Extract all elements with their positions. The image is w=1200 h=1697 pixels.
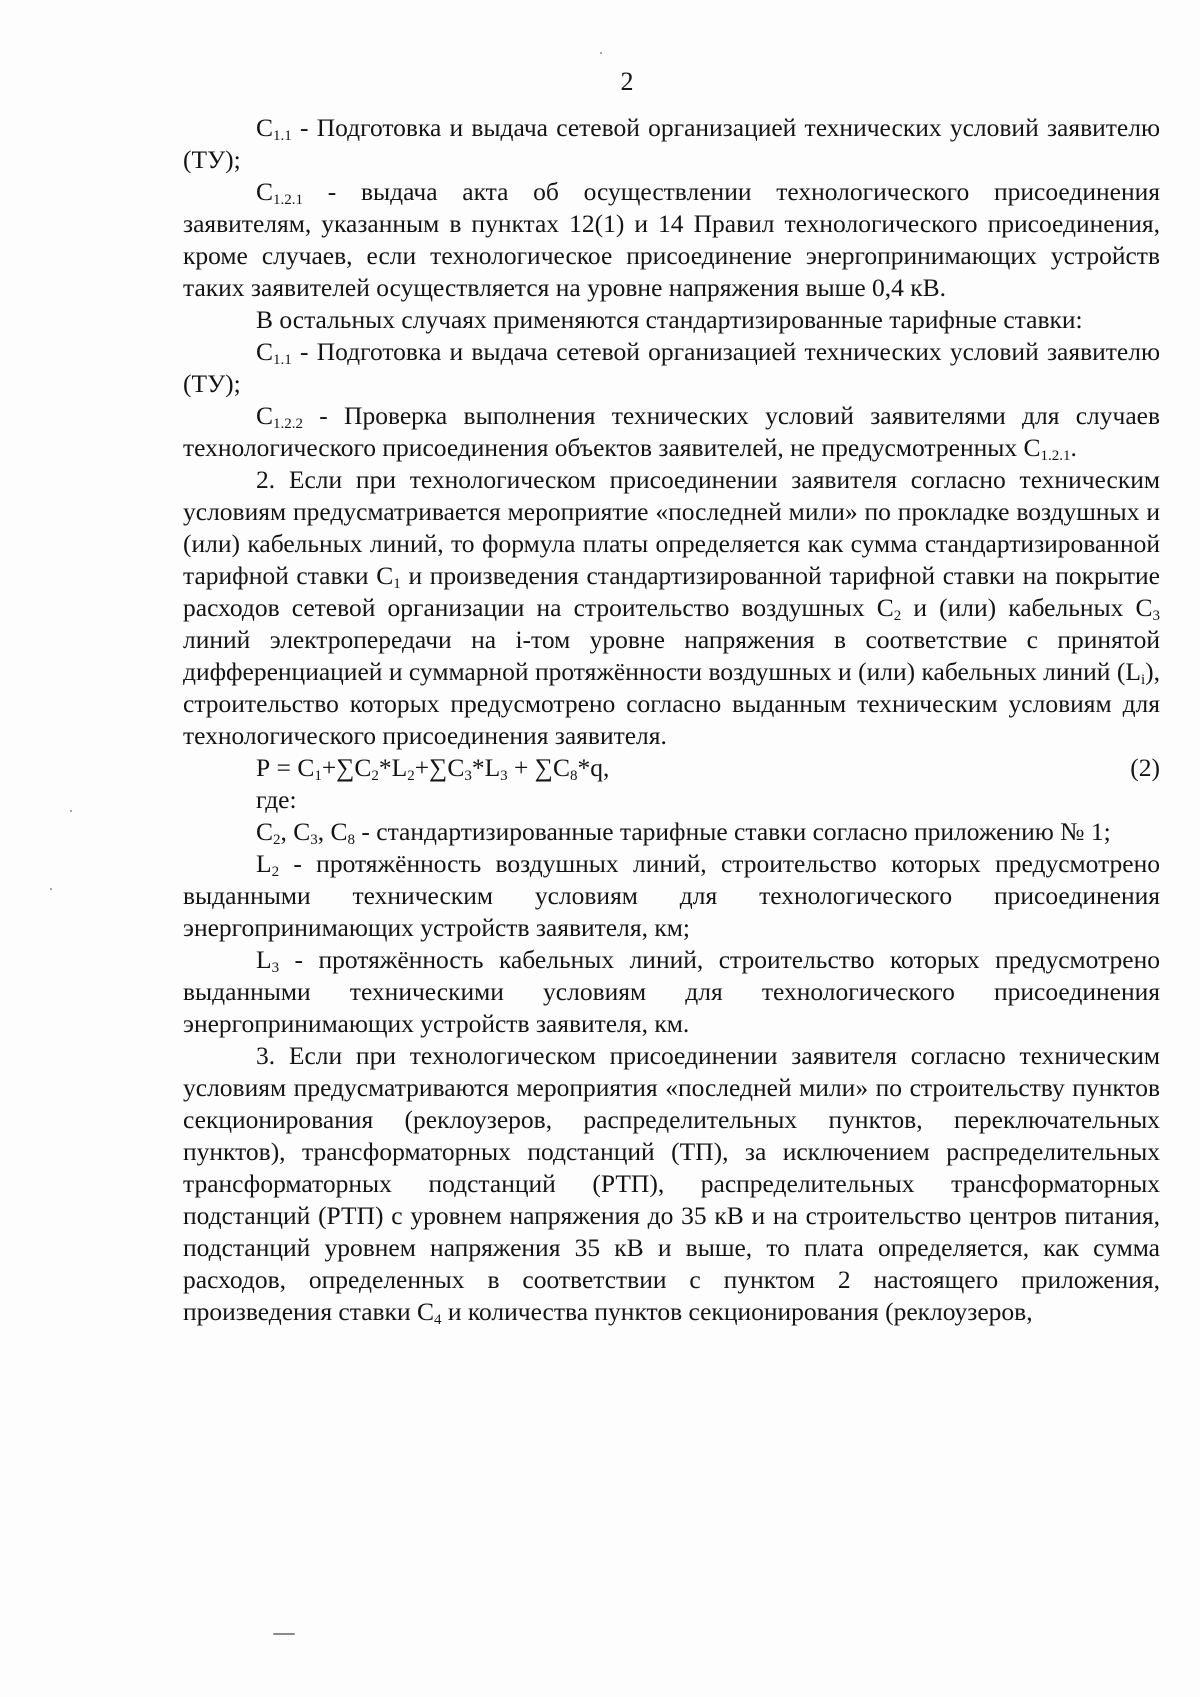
paragraph-l3-definition: $L_3$ - протяжённость кабельных линий, строительство которых предусмотрено выданными техническими условиям для технологического присоединения энергопринимающих устройств заявителя, км.	[183, 945, 1160, 1038]
formula-expression: $Р = С_1+\sum С_2*L_2+\sum С_3*L_3 + \sum С_8*q$,	[256, 753, 610, 784]
paragraph-c1-1-repeat: $С_{1.1}$ - Подготовка и выдача сетевой организацией технических условий заявителю (ТУ);	[183, 337, 1160, 398]
paragraph-c1-1: $С_{1.1}$ - Подготовка и выдача сетевой организацией технических условий заявителю (ТУ);	[183, 113, 1160, 174]
paragraph-item-3: 3. Если при технологическом присоединении заявителя согласно техническим условиям предусматриваются мероприятия «последней мили» по строительству пунктов секционирования (реклоузеров, распределительных пунктов, переключательных пунктов), трансформаторных подстанций (ТП), за исключением распределительных трансформаторных подстанций (РТП), распределительных трансформаторных подстанций (РТП) с уровнем напряжения до 35 кВ и на строительство центров питания, подстанций уровнем напряжения 35 кВ и выше, то плата определяется, как сумма расходов, определенных в соответствии с пунктом 2 настоящего приложения, произведения ставки $С_4$ и количества пунктов секционирования (реклоузеров,	[183, 1041, 1160, 1328]
paragraph-other-cases: В остальных случаях применяются стандартизированные тарифные ставки:	[256, 305, 1083, 334]
scan-speck	[70, 810, 72, 812]
paragraph-l2-definition: $L_2$ - протяжённость воздушных линий, строительство которых предусмотрено выданными техническим условиям для технологического присоединения энергопринимающих устройств заявителя, км;	[183, 849, 1160, 942]
formula-number: (2)	[1130, 753, 1160, 782]
paragraph-c1-2-1: $С_{1.2.1}$ - выдача акта об осуществлении технологического присоединения заявителям, указанным в пунктах 12(1) и 14 Правил технологического присоединения, кроме случаев, если технологическое присоединение энергопринимающих устройств таких заявителей осуществляется на уровне напряжения выше 0,4 кВ.	[183, 177, 1160, 302]
document-body	[183, 112, 1160, 1328]
paragraph-item-2: 2. Если при технологическом присоединении заявителя согласно техническим условиям предусматривается мероприятие «последней мили» по прокладке воздушных и (или) кабельных линий, то формула платы определяется как сумма стандартизированной тарифной ставки $С_1$ и произведения стандартизированной тарифной ставки на покрытие расходов сетевой организации на строительство воздушных $С_2$ и (или) кабельных $С_3$ линий электропередачи на i-том уровне напряжения в соответствие с принятой дифференциацией и суммарной протяжённости воздушных и (или) кабельных линий $(L_i)$, строительство которых предусмотрено согласно выданным техническим условиям для технологического присоединения заявителя.	[183, 465, 1161, 750]
formula-2	[183, 752, 1160, 784]
page-number: 2	[620, 67, 634, 96]
scan-speck	[50, 888, 52, 890]
paragraph-c1-2-2: $С_{1.2.2}$ - Проверка выполнения технических условий заявителями для случаев технологического присоединения объектов заявителей, не предусмотренных $С_{1.2.1}$.	[183, 401, 1160, 464]
paragraph-rates-definition: $С_2$, $С_3$, $С_8$ - стандартизированные тарифные ставки согласно приложению № 1;	[256, 817, 1111, 848]
scan-speck	[600, 52, 602, 54]
where-label: где:	[256, 785, 297, 814]
scan-speck	[273, 1633, 295, 1635]
